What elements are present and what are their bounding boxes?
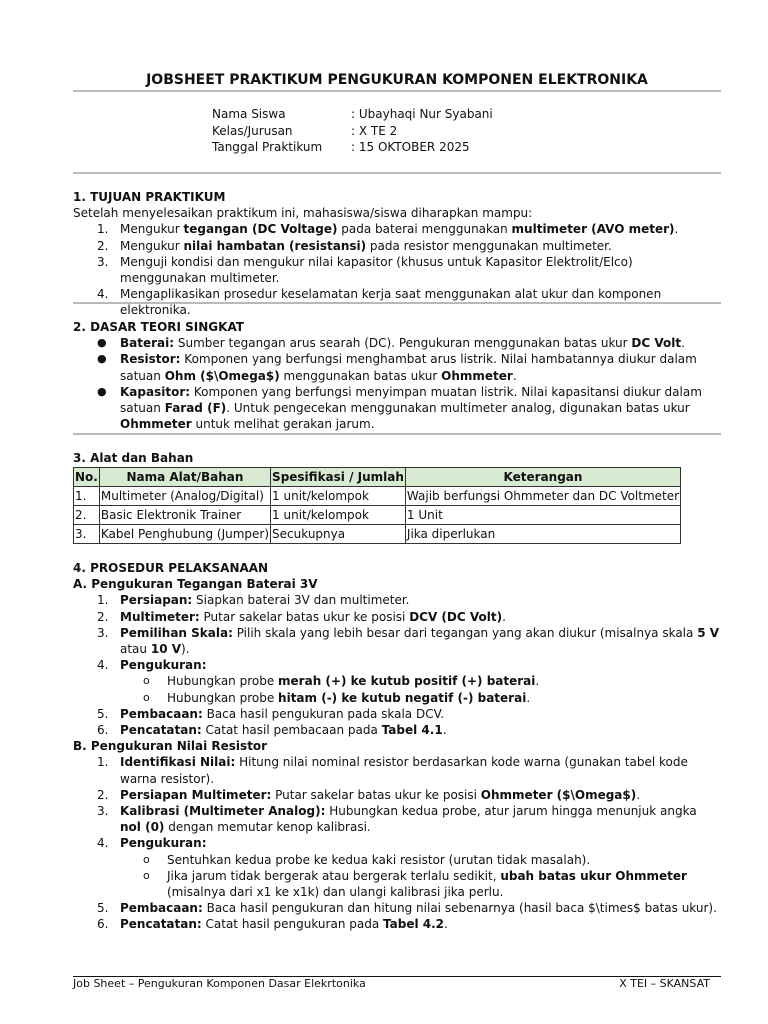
text-run: Hubungkan probe xyxy=(167,690,279,705)
bold-run: Pencatatan: xyxy=(120,917,202,932)
text-run: . xyxy=(502,609,506,624)
sub-list-item: o Hubungkan probe merah (+) ke kutub positif (+) baterai. xyxy=(143,674,540,689)
info-value: : 15 OKTOBER 2025 xyxy=(351,140,470,154)
text-run: untuk melihat gerakan jarum. xyxy=(191,417,375,432)
bold-run: Kapasitor: xyxy=(120,384,191,399)
rich-text xyxy=(167,691,530,705)
table-row xyxy=(74,487,681,506)
text-run: . xyxy=(512,368,517,383)
list-item: 2. Mengukur nilai hambatan (resistansi) pada resistor menggunakan multimeter. xyxy=(97,238,612,253)
section-dasar-teori xyxy=(73,319,721,432)
table-cell: 1 Unit xyxy=(405,506,680,525)
section-tujuan xyxy=(73,189,721,319)
rich-text xyxy=(120,626,719,656)
text-run: Catat hasil pengukuran pada xyxy=(201,917,383,932)
bold-run: 5 V xyxy=(697,625,720,640)
sub-list-item: o Hubungkan probe hitam (-) ke kutub negatif (-) baterai. xyxy=(143,690,531,705)
divider xyxy=(73,172,721,174)
footer-right: X TEI – SKANSAT xyxy=(619,977,710,990)
rich-text xyxy=(120,755,688,785)
prosedur-b-list-cont xyxy=(73,900,721,932)
bold-run: Kalibrasi (Multimeter Analog): xyxy=(120,804,326,819)
bold-run: Baterai: xyxy=(120,336,175,351)
table-row xyxy=(74,525,681,544)
rich-text xyxy=(120,336,685,350)
table-header-row xyxy=(74,468,681,487)
bold-run: Pembacaan: xyxy=(120,901,203,916)
rich-text xyxy=(167,674,539,688)
subsection-heading: A. Pengukuran Tegangan Baterai 3V xyxy=(73,577,318,592)
bold-run: Pemilihan Skala: xyxy=(120,625,233,640)
text-run: dengan memutar kenop kalibrasi. xyxy=(164,820,371,835)
bold-run: tegangan (DC Voltage) xyxy=(183,222,338,237)
bold-run: Multimeter: xyxy=(120,609,200,624)
text-run: . xyxy=(526,690,531,705)
info-row xyxy=(212,106,493,123)
list-item: 2. Multimeter: Putar sakelar batas ukur ke posisi DCV (DC Volt). xyxy=(97,609,506,624)
text-run: Putar sakelar batas ukur ke posisi xyxy=(271,787,481,802)
list-item: 3. Kalibrasi (Multimeter Analog): Hubungkan kedua probe, atur jarum hingga menunjuk angka nol (0) dengan memutar kenop kalibrasi. xyxy=(97,804,697,835)
rich-text xyxy=(167,853,590,867)
info-label: Tanggal Praktikum xyxy=(212,140,323,154)
text-run: Putar sakelar batas ukur ke posisi xyxy=(199,609,410,624)
rich-text xyxy=(120,255,633,285)
text-run: Komponen yang berfungsi menyimpan muatan listrik. Nilai kapasitansi diukur dalam satuan xyxy=(120,384,702,416)
list-item: 1. Persiapan: Siapkan baterai 3V dan multimeter. xyxy=(97,593,410,608)
list-item: 5. Pembacaan: Baca hasil pengukuran pada skala DCV. xyxy=(97,706,445,721)
text-run: Baca hasil pengukuran dan hitung nilai sebenarnya (hasil baca $\times$ batas ukur). xyxy=(202,901,717,916)
section-prosedur xyxy=(73,560,721,933)
text-run: Siapkan baterai 3V dan multimeter. xyxy=(192,593,410,608)
text-run: Hubungkan kedua probe, atur jarum hingga menunjuk angka xyxy=(325,804,697,819)
text-run: . xyxy=(681,336,685,351)
bold-run: multimeter (AVO meter) xyxy=(511,222,675,237)
bold-run: Resistor: xyxy=(120,352,181,367)
divider xyxy=(73,433,721,435)
rich-text xyxy=(120,788,640,802)
bold-run: Persiapan: xyxy=(120,593,193,608)
text-run: Sumber tegangan arus searah (DC). Pengukuran menggunakan batas ukur xyxy=(174,336,632,351)
prosedur-b-list xyxy=(73,754,721,851)
text-run: . xyxy=(674,222,679,237)
text-run: . xyxy=(535,674,540,689)
list-item: 5. Pembacaan: Baca hasil pengukuran dan hitung nilai sebenarnya (hasil baca $\times$ batas ukur). xyxy=(97,901,717,916)
info-value: : Ubayhaqi Nur Syabani xyxy=(351,107,493,121)
text-run: Mengukur xyxy=(120,222,184,237)
bold-run: 10 V xyxy=(150,642,182,657)
list-item: 3. Menguji kondisi dan mengukur nilai kapasitor (khusus untuk Kapasitor Elektrolit/Elco) menggunakan multimeter. xyxy=(97,254,633,286)
bold-run: Ohmmeter ($\Omega$) xyxy=(480,787,637,802)
table-cell: 1. xyxy=(74,487,100,506)
bold-run: Pengukuran: xyxy=(120,836,207,851)
table-cell: Multimeter (Analog/Digital) xyxy=(99,487,270,506)
section-heading: 3. Alat dan Bahan xyxy=(73,451,194,465)
footer-left: Job Sheet – Pengukuran Komponen Dasar Elekrtonika xyxy=(73,977,366,990)
bold-run: hitam (-) ke kutub negatif (-) baterai xyxy=(278,690,527,705)
list-item: ● Resistor: Komponen yang berfungsi menghambat arus listrik. Nilai hambatannya diukur dalam satuan Ohm ($\Omega$) menggunakan batas ukur Ohmmeter. xyxy=(97,352,697,383)
info-row xyxy=(212,123,493,140)
bold-run: Persiapan Multimeter: xyxy=(120,787,272,802)
student-info xyxy=(212,106,493,156)
bold-run: nol (0) xyxy=(120,820,165,835)
column-header: Spesifikasi / Jumlah xyxy=(271,468,406,487)
text-run: Mengukur xyxy=(120,238,184,253)
dasar-list xyxy=(73,335,721,432)
section-heading: 1. TUJUAN PRAKTIKUM xyxy=(73,190,226,204)
subsection-heading: B. Pengukuran Nilai Resistor xyxy=(73,739,268,754)
column-header: Nama Alat/Bahan xyxy=(99,468,270,487)
bold-run: ubah batas ukur Ohmmeter xyxy=(500,868,687,883)
table-cell: 1 unit/kelompok xyxy=(271,506,406,525)
bold-run: DC Volt xyxy=(631,336,682,351)
text-run: Hubungkan probe xyxy=(167,674,279,689)
table-cell: Secukupnya xyxy=(271,525,406,544)
list-item: 6. Pencatatan: Catat hasil pembacaan pada Tabel 4.1. xyxy=(97,723,447,738)
text-run: atau xyxy=(120,642,151,657)
column-header: No. xyxy=(74,468,100,487)
divider xyxy=(73,302,721,304)
text-run: Hitung nilai nominal resistor berdasarkan kode warna (gunakan tabel kode warna resistor). xyxy=(120,755,688,786)
table-cell: Wajib berfungsi Ohmmeter dan DC Voltmeter xyxy=(405,487,680,506)
page-footer xyxy=(73,977,710,991)
text-run: pada baterai menggunakan xyxy=(337,222,512,237)
sub-list-item: o Sentuhkan kedua probe ke kedua kaki resistor (urutan tidak masalah). xyxy=(143,852,591,867)
list-item: 1. Mengukur tegangan (DC Voltage) pada baterai menggunakan multimeter (AVO meter). xyxy=(97,222,679,237)
list-item: ● Baterai: Sumber tegangan arus searah (DC). Pengukuran menggunakan batas ukur DC Volt. xyxy=(97,336,685,351)
rich-text xyxy=(120,610,506,624)
bold-run: Ohmmeter xyxy=(120,417,192,432)
text-run: Baca hasil pengukuran pada skala DCV. xyxy=(202,706,445,721)
rich-text xyxy=(120,707,444,721)
text-run: Jika jarum tidak bergerak atau bergerak terlalu sedikit, xyxy=(167,868,501,883)
rich-text xyxy=(120,352,697,382)
rich-text xyxy=(120,222,678,236)
text-run: Pilih skala yang lebih besar dari tegangan yang akan diukur (misalnya skala xyxy=(232,625,698,640)
bold-run: Pencatatan: xyxy=(120,723,202,738)
rich-text xyxy=(167,869,687,899)
table-cell: 2. xyxy=(74,506,100,525)
bold-run: Identifikasi Nilai: xyxy=(120,755,236,770)
table-row xyxy=(74,506,681,525)
section-heading: 4. PROSEDUR PELAKSANAAN xyxy=(73,561,269,575)
prosedur-b-sublist xyxy=(73,852,721,901)
table-cell: 1 unit/kelompok xyxy=(271,487,406,506)
list-item: 4. Pengukuran: xyxy=(97,836,207,851)
bold-run: Pembacaan: xyxy=(120,706,203,721)
text-run: Sentuhkan kedua probe ke kedua kaki resistor (urutan tidak masalah). xyxy=(167,852,591,867)
list-item: 2. Persiapan Multimeter: Putar sakelar batas ukur ke posisi Ohmmeter ($\Omega$). xyxy=(97,787,641,802)
document-title: JOBSHEET PRAKTIKUM PENGUKURAN KOMPONEN ELEKTRONIKA xyxy=(146,72,648,88)
info-label: Kelas/Jurusan xyxy=(212,123,293,138)
rich-text xyxy=(120,917,448,931)
column-header: Keterangan xyxy=(405,468,680,487)
bold-run: Ohm ($\Omega$) xyxy=(164,368,280,383)
rich-text xyxy=(120,901,717,915)
text-run: Komponen yang berfungsi menghambat arus listrik. Nilai hambatannya diukur dalam satuan xyxy=(120,352,697,383)
info-label: Nama Siswa xyxy=(212,107,286,121)
prosedur-a-list xyxy=(73,592,721,673)
text-run: Mengaplikasikan prosedur keselamatan kerja saat menggunakan alat ukur dan komponen elektronika. xyxy=(120,287,662,318)
rich-text xyxy=(120,804,697,834)
section-heading: 2. DASAR TEORI SINGKAT xyxy=(73,320,244,334)
text-run: . xyxy=(442,723,447,738)
prosedur-a-sublist xyxy=(73,673,721,705)
text-run: Catat hasil pembacaan pada xyxy=(201,723,382,738)
info-row xyxy=(212,139,493,156)
section-intro: Setelah menyelesaikan praktikum ini, mahasiswa/siswa diharapkan mampu: xyxy=(73,206,533,221)
rich-text xyxy=(120,385,702,431)
sub-list-item: o Jika jarum tidak bergerak atau bergerak terlalu sedikit, ubah batas ukur Ohmmeter (misalnya dari x1 ke x1k) dan ulangi kalibrasi jika perlu. xyxy=(143,868,687,900)
tujuan-list xyxy=(73,221,721,318)
text-run: . xyxy=(444,917,448,932)
section-alat xyxy=(73,450,721,544)
prosedur-a-list-cont xyxy=(73,706,721,738)
info-value: : X TE 2 xyxy=(351,123,398,138)
list-item: ● Kapasitor: Komponen yang berfungsi menyimpan muatan listrik. Nilai kapasitansi diukur dalam satuan Farad (F). Untuk pengecekan menggunakan multimeter analog, digunakan batas ukur Ohmmeter untuk melihat gerakan jarum. xyxy=(97,384,702,432)
text-run: ). xyxy=(181,642,190,657)
rich-text xyxy=(120,723,447,737)
bold-run: Tabel 4.2 xyxy=(383,917,445,932)
list-item: 4. Pengukuran: xyxy=(97,658,207,673)
rich-text xyxy=(120,658,207,672)
text-run: . Untuk pengecekan menggunakan multimeter analog, digunakan batas ukur xyxy=(226,401,690,416)
text-run: menggunakan batas ukur xyxy=(279,368,442,383)
text-run: pada resistor menggunakan multimeter. xyxy=(366,238,612,253)
bold-run: Ohmmeter xyxy=(441,368,513,383)
bold-run: nilai hambatan (resistansi) xyxy=(183,238,367,253)
text-run: . xyxy=(636,787,641,802)
bold-run: Farad (F) xyxy=(164,401,227,416)
divider xyxy=(73,90,721,92)
table-cell: Kabel Penghubung (Jumper) xyxy=(99,525,270,544)
list-item: 6. Pencatatan: Catat hasil pengukuran pada Tabel 4.2. xyxy=(97,917,448,932)
table-cell: 3. xyxy=(74,525,100,544)
rich-text xyxy=(120,239,612,253)
table-cell: Jika diperlukan xyxy=(405,525,680,544)
bold-run: Tabel 4.1 xyxy=(381,723,443,738)
list-item: 4. Mengaplikasikan prosedur keselamatan kerja saat menggunakan alat ukur dan komponen elektronika. xyxy=(97,287,662,318)
bold-run: DCV (DC Volt) xyxy=(409,609,503,624)
rich-text xyxy=(120,836,207,850)
bold-run: Pengukuran: xyxy=(120,658,207,673)
alat-table xyxy=(73,467,681,544)
text-run: (misalnya dari x1 ke x1k) dan ulangi kalibrasi jika perlu. xyxy=(167,885,504,900)
text-run: Menguji kondisi dan mengukur nilai kapasitor (khusus untuk Kapasitor Elektrolit/Elco) menggunakan multimeter. xyxy=(120,254,633,286)
rich-text xyxy=(120,593,410,607)
list-item: 1. Identifikasi Nilai: Hitung nilai nominal resistor berdasarkan kode warna (gunakan tabel kode warna resistor). xyxy=(97,755,688,786)
list-item: 3. Pemilihan Skala: Pilih skala yang lebih besar dari tegangan yang akan diukur (misalnya skala 5 V atau 10 V). xyxy=(97,625,720,657)
table-cell: Basic Elektronik Trainer xyxy=(99,506,270,525)
bold-run: merah (+) ke kutub positif (+) baterai xyxy=(278,674,536,689)
